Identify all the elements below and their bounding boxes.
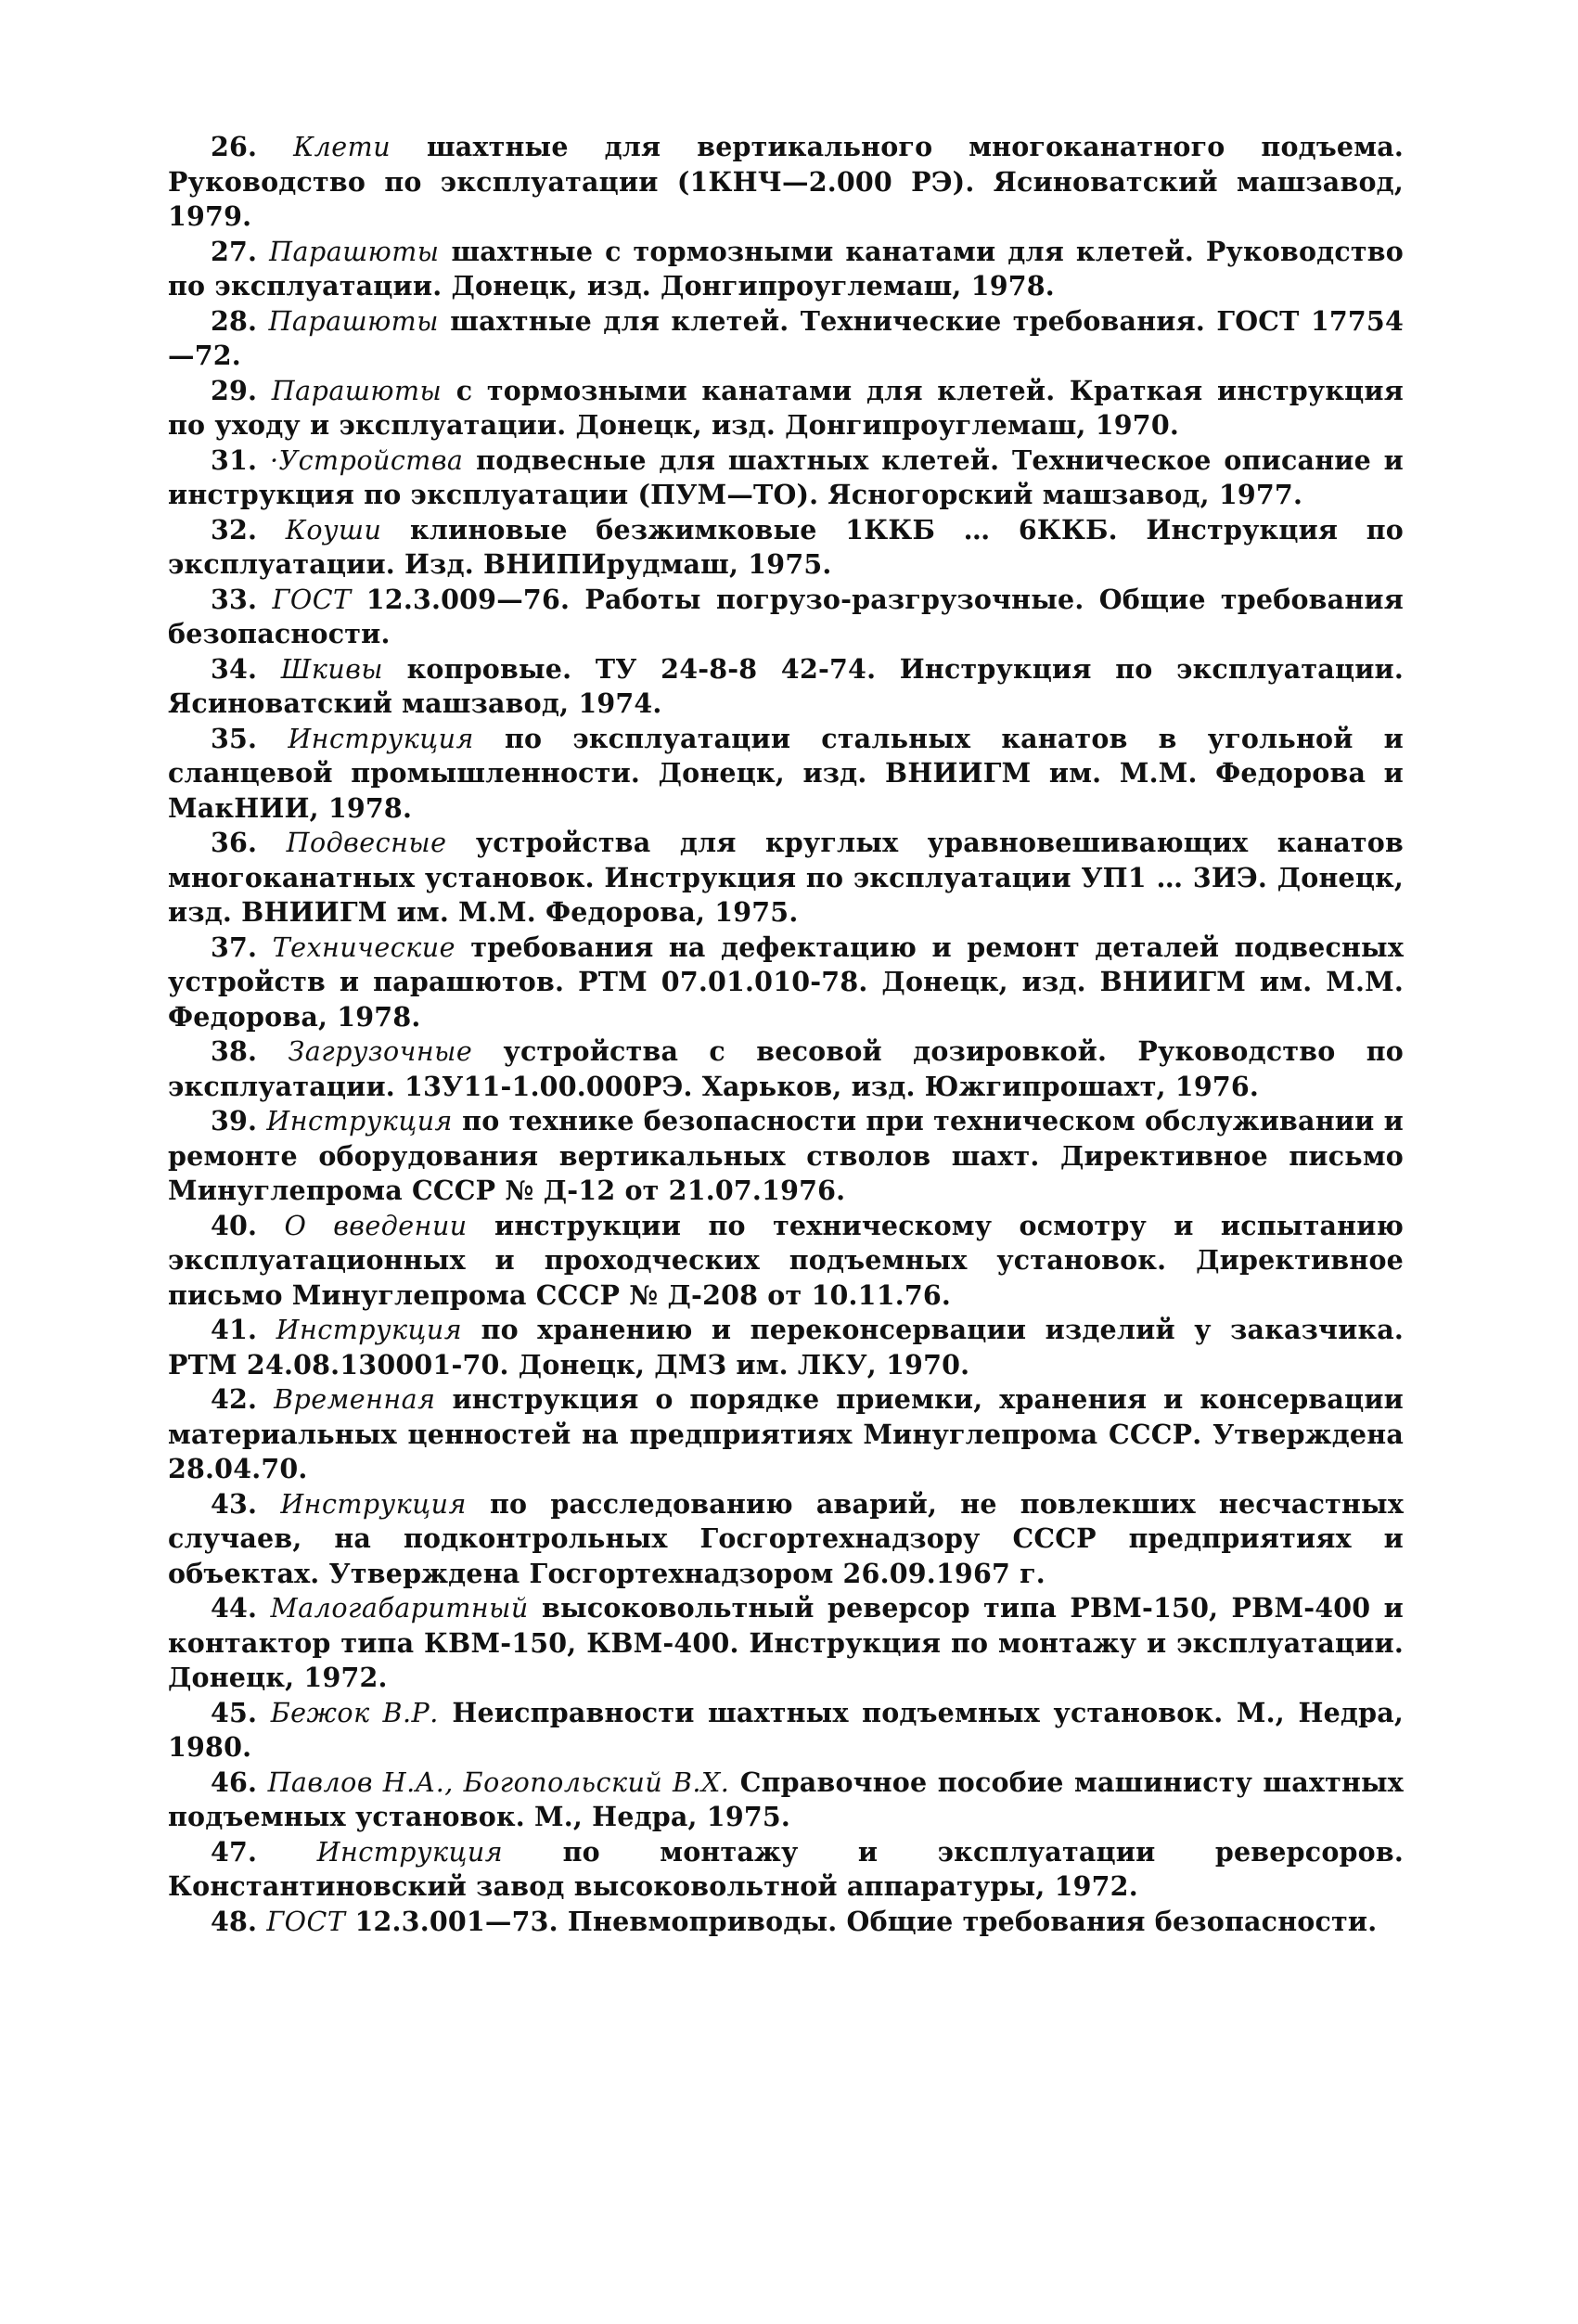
- reference-text: высоковольтный реверсор типа РВМ-150, РВМ-400 и контактор типа КВМ-150, КВМ-400. Инструкция по монтажу и эксплуатации. Донецк, 1972.: [168, 1592, 1404, 1693]
- reference-text: требования на дефектацию и ремонт деталей подвесных устройств и парашютов. РТМ 07.01.010-78. Донецк, изд. ВНИИГМ им. М.М. Федорова, 1978.: [168, 931, 1405, 1033]
- reference-text: 12.3.009—76. Работы погрузо-разгрузочные. Общие требования безопасности.: [168, 583, 1404, 649]
- reference-text: по монтажу и эксплуатации реверсоров. Константиновский завод высоковольтной аппаратуры, 1972.: [168, 1835, 1404, 1902]
- reference-number: 38.: [211, 1035, 258, 1067]
- reference-number: 43.: [211, 1487, 258, 1520]
- reference-number: 37.: [211, 931, 258, 963]
- reference-item-33: [168, 583, 1404, 652]
- reference-number: 44.: [211, 1592, 258, 1624]
- reference-item-35: [168, 722, 1404, 827]
- reference-item-29: [168, 374, 1404, 443]
- reference-lead: ГОСТ: [272, 584, 352, 615]
- reference-lead: Парашюты: [269, 236, 440, 267]
- reference-item-45: [168, 1696, 1404, 1765]
- reference-item-42: [168, 1382, 1404, 1487]
- reference-lead: ·Устройства: [269, 444, 464, 476]
- reference-lead: Малогабаритный: [270, 1593, 529, 1624]
- reference-number: 40.: [211, 1209, 258, 1241]
- reference-lead: Инструкция: [316, 1836, 504, 1868]
- reference-number: 26.: [211, 131, 258, 162]
- reference-number: 47.: [211, 1835, 258, 1868]
- reference-text: шахтные для вертикального многоканатного подъема. Руководство по эксплуатации (1КНЧ—2.000 РЭ). Ясиноватский машзавод, 1979.: [168, 131, 1404, 232]
- reference-number: 36.: [211, 827, 258, 858]
- reference-list: [168, 130, 1404, 1939]
- reference-item-36: [168, 826, 1404, 931]
- reference-number: 34.: [211, 652, 258, 685]
- reference-text: 12.3.001—73. Пневмоприводы. Общие требования безопасности.: [354, 1905, 1378, 1937]
- reference-item-44: [168, 1591, 1404, 1696]
- reference-number: 31.: [211, 443, 258, 476]
- reference-text: устройства с весовой дозировкой. Руководство по эксплуатации. 13У11-1.00.000РЭ. Харьков, изд. Южгипрошахт, 1976.: [168, 1035, 1405, 1102]
- reference-number: 27.: [211, 235, 258, 267]
- reference-number: 29.: [211, 374, 258, 406]
- reference-lead: Клети: [293, 132, 391, 162]
- reference-item-47: [168, 1835, 1404, 1905]
- reference-item-31: [168, 443, 1404, 513]
- reference-number: 32.: [211, 513, 258, 546]
- reference-text: инструкции по техническому осмотру и испытанию эксплуатационных и проходческих подъемных установок. Директивное письмо Минуглепрома СССР № Д-208 от 10.11.76.: [168, 1209, 1405, 1311]
- reference-item-48: [168, 1905, 1404, 1940]
- reference-text: копровые. ТУ 24-8-8 42-74. Инструкция по эксплуатации. Ясиноватский машзавод, 1974.: [168, 652, 1405, 719]
- reference-text: с тормозными канатами для клетей. Краткая инструкция по уходу и эксплуатации. Донецк, изд. Донгипроуглемаш, 1970.: [168, 374, 1405, 441]
- reference-item-28: [168, 304, 1404, 374]
- reference-lead: Инструкция: [280, 1488, 467, 1520]
- reference-item-34: [168, 652, 1404, 722]
- reference-text: шахтные для клетей. Технические требования. ГОСТ 17754—72.: [168, 304, 1404, 371]
- reference-lead: Инструкция: [266, 1106, 453, 1136]
- reference-text: клиновые безжимковые 1ККБ … 6ККБ. Инструкция по эксплуатации. Изд. ВНИПИрудмаш, 1975.: [168, 513, 1405, 580]
- reference-lead: О введении: [284, 1210, 468, 1241]
- reference-item-40: [168, 1209, 1404, 1314]
- reference-text: Справочное пособие машинисту шахтных подъемных установок. М., Недра, 1975.: [168, 1765, 1404, 1832]
- reference-lead: Инструкция: [288, 723, 474, 754]
- reference-item-43: [168, 1487, 1404, 1592]
- reference-item-39: [168, 1104, 1404, 1209]
- reference-text: по хранению и переконсервации изделий у заказчика. РТМ 24.08.130001-70. Донецк, ДМЗ им. ЛКУ, 1970.: [168, 1314, 1405, 1380]
- reference-number: 33.: [211, 583, 258, 615]
- reference-lead: Павлов Н.А., Богопольский В.Х.: [267, 1766, 730, 1798]
- reference-text: шахтные с тормозными канатами для клетей. Руководство по эксплуатации. Донецк, изд. Донгипроуглемаш, 1978.: [168, 235, 1404, 302]
- reference-lead: Технические: [272, 931, 455, 963]
- reference-text: устройства для круглых уравновешивающих канатов многоканатных установок. Инструкция по эксплуатации УП1 … 3ИЭ. Донецк, изд. ВНИИГМ им. М.М. Федорова, 1975.: [168, 827, 1404, 928]
- reference-lead: Парашюты: [271, 375, 443, 406]
- reference-item-32: [168, 513, 1404, 583]
- reference-number: 35.: [211, 722, 258, 754]
- reference-lead: Загрузочные: [288, 1036, 473, 1067]
- reference-lead: Бежок В.Р.: [270, 1697, 439, 1728]
- reference-number: 42.: [211, 1383, 258, 1415]
- reference-number: 28.: [211, 304, 258, 337]
- reference-text: по эксплуатации стальных канатов в угольной и сланцевой промышленности. Донецк, изд. ВНИИГМ им. М.М. Федорова и МакНИИ, 1978.: [168, 722, 1405, 824]
- reference-number: 41.: [211, 1314, 258, 1345]
- reference-text: по расследованию аварий, не повлекших несчастных случаев, на подконтрольных Госгортехнадзору СССР предприятиях и объектах. Утверждена Госгортехнадзором 26.09.1967 г.: [168, 1487, 1405, 1589]
- reference-item-26: [168, 130, 1404, 235]
- reference-item-37: [168, 931, 1404, 1035]
- reference-text: подвесные для шахтных клетей. Техническое описание и инструкция по эксплуатации (ПУМ—ТО). Ясногорский машзавод, 1977.: [168, 443, 1405, 510]
- reference-item-46: [168, 1765, 1404, 1835]
- reference-lead: Инструкция: [276, 1315, 463, 1345]
- reference-item-38: [168, 1034, 1404, 1104]
- reference-lead: Шкивы: [280, 653, 383, 685]
- reference-lead: Временная: [274, 1384, 436, 1415]
- reference-number: 45.: [211, 1696, 258, 1728]
- reference-text: по технике безопасности при техническом обслуживании и ремонте оборудования вертикальных стволов шахт. Директивное письмо Минуглепрома СССР № Д-12 от 21.07.1976.: [168, 1105, 1405, 1206]
- reference-number: 46.: [211, 1765, 258, 1798]
- reference-item-27: [168, 235, 1404, 304]
- reference-text: Неисправности шахтных подъемных установок. М., Недра, 1980.: [168, 1696, 1405, 1763]
- reference-item-41: [168, 1313, 1404, 1382]
- reference-lead: Парашюты: [268, 305, 439, 337]
- reference-number: 39.: [211, 1105, 258, 1136]
- reference-lead: Подвесные: [286, 828, 447, 858]
- reference-text: инструкция о порядке приемки, хранения и консервации материальных ценностей на предприятиях Минуглепрома СССР. Утверждена 28.04.70.: [168, 1383, 1405, 1484]
- reference-number: 48.: [211, 1905, 258, 1937]
- reference-lead: ГОСТ: [266, 1906, 346, 1937]
- reference-lead: Коуши: [285, 514, 382, 546]
